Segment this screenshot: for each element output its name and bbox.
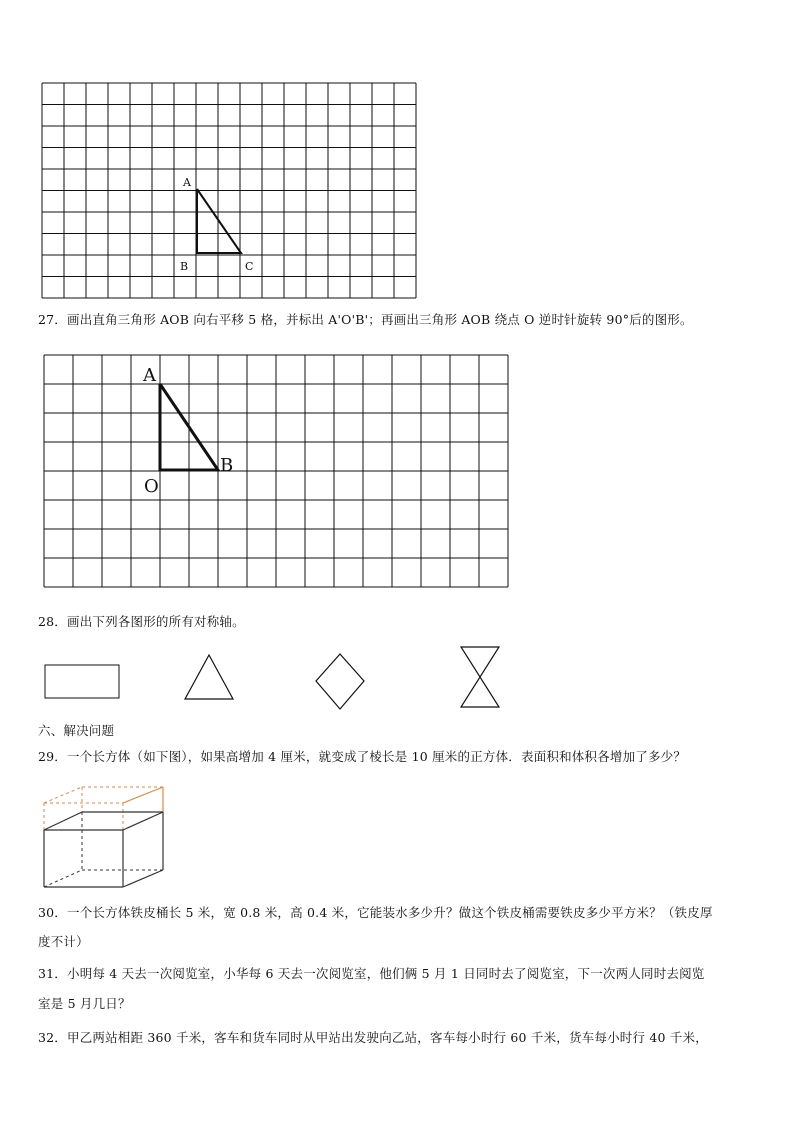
question-29: 29．一个长方体（如下图），如果高增加 4 厘米，就变成了棱长是 10 厘米的正方体．表面积和体积各增加了多少？	[38, 749, 687, 764]
label-c: C	[245, 260, 254, 273]
label-o: O	[144, 476, 159, 497]
question-32: 32．甲乙两站相距 360 千米，客车和货车同时从甲站出发驶向乙站，客车每小时行 60 千米，货车每小时行 40 千米，	[38, 1030, 708, 1045]
question-28: 28．画出下列各图形的所有对称轴。	[38, 614, 245, 629]
label-b: B	[220, 455, 234, 476]
label-b: B	[180, 260, 189, 273]
section-six-title: 六、解决问题	[38, 723, 115, 738]
label-a: A	[183, 176, 191, 189]
label-a: A	[143, 365, 156, 386]
question-31-line2: 室是 5 月几日？	[38, 996, 131, 1011]
question-27: 27．画出直角三角形 AOB 向右平移 5 格，并标出 A'O'B'；再画出三角形 AOB 绕点 O 逆时针旋转 90°后的图形。	[38, 312, 693, 327]
question-30-line1: 30．一个长方体铁皮桶长 5 米，宽 0.8 米，高 0.4 米，它能装水多少升？做这个铁皮桶需要铁皮多少平方米？（铁皮厚	[38, 905, 713, 920]
question-30-line2: 度不计）	[38, 934, 89, 949]
question-31-line1: 31．小明每 4 天去一次阅览室，小华每 6 天去一次阅览室，他们俩 5 月 1 日同时去了阅览室，下一次两人同时去阅览	[38, 966, 705, 981]
